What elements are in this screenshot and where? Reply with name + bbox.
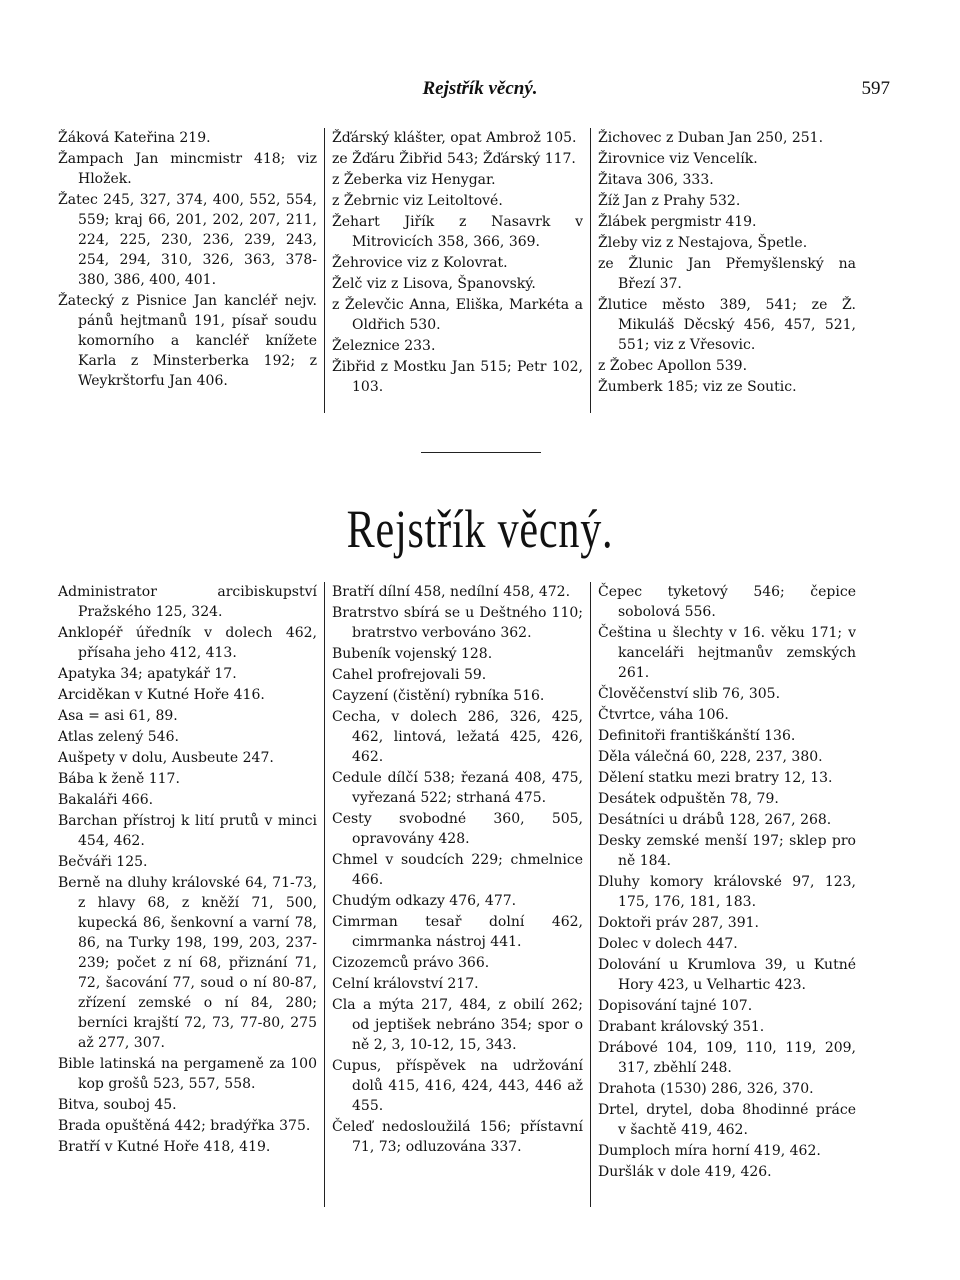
- index-entry: Žehart Jiřík z Nasavrk v Mitrovicích 358, 366, 369.: [332, 214, 583, 250]
- index-entry: Žichovec z Duban Jan 250, 251.: [598, 130, 824, 146]
- index-entry: Apatyka 34; apatykář 17.: [58, 666, 237, 682]
- index-entry: Drahota (1530) 286, 326, 370.: [598, 1081, 814, 1097]
- index-entry: Žlábek pergmistr 419.: [598, 214, 757, 230]
- index-column-2: [324, 582, 590, 1207]
- index-column-3: [590, 128, 856, 413]
- index-entry: Dolování u Krumlova 39, u Kutné Hory 423, u Velhartic 423.: [598, 957, 856, 993]
- index-entry: Atlas zelený 546.: [58, 729, 179, 745]
- index-entry: Dumploch míra horní 419, 462.: [598, 1143, 821, 1159]
- index-entry: Cla a mýta 217, 484, z obilí 262; od jeptišek nebráno 354; spor o ně 2, 3, 10-12, 15, 343.: [332, 997, 583, 1053]
- index-entry: Cayzení (čistění) rybníka 516.: [332, 688, 545, 704]
- index-entry: z Žebrnic viz Leitoltové.: [332, 193, 503, 209]
- index-entry: ze Žďáru Žibřid 543; Žďárský 117.: [332, 151, 576, 167]
- section-divider: [421, 452, 541, 453]
- index-entry: Chudým odkazy 476, 477.: [332, 893, 517, 909]
- index-entry: Dělení statku mezi bratry 12, 13.: [598, 770, 833, 786]
- index-entry: z Želevčic Anna, Eliška, Markéta a Oldřich 530.: [332, 297, 583, 333]
- index-column-3: [590, 582, 856, 1207]
- index-entry: Bubeník vojenský 128.: [332, 646, 493, 662]
- index-entry: Žampach Jan mincmistr 418; viz Hložek.: [58, 151, 317, 187]
- index-entry: Žíž Jan z Prahy 532.: [598, 193, 741, 209]
- index-entry: Bible latinská na pergameně za 100 kop grošů 523, 557, 558.: [58, 1056, 317, 1092]
- index-entry: Žumberk 185; viz ze Soutic.: [598, 379, 797, 395]
- index-entry: Bitva, souboj 45.: [58, 1097, 177, 1113]
- index-entry: Drábové 104, 109, 110, 119, 209, 317, zběhlí 248.: [598, 1040, 856, 1076]
- index-entry: Žirovnice viz Vencelík.: [598, 151, 758, 167]
- index-entry: Čeleď nedosloužilá 156; přístavní 71, 73; odluzována 337.: [332, 1119, 583, 1155]
- index-column-1: [58, 582, 324, 1207]
- index-entry: Děla válečná 60, 228, 237, 380.: [598, 749, 823, 765]
- index-entry: z Žeberka viz Henygar.: [332, 172, 496, 188]
- index-section-subjects: [58, 582, 892, 1207]
- index-entry: Brada opuštěná 442; bradýřka 375.: [58, 1118, 311, 1134]
- index-entry: Bečváři 125.: [58, 854, 148, 870]
- index-entry: Cupus, příspěvek na udržování dolů 415, 416, 424, 443, 446 až 455.: [332, 1058, 583, 1114]
- index-entry: Bába k ženě 117.: [58, 771, 180, 787]
- index-entry: Bratří dílní 458, nedílní 458, 472.: [332, 584, 571, 600]
- index-entry: Žitava 306, 333.: [598, 172, 714, 188]
- index-entry: Cesty svobodné 360, 505, opravovány 428.: [332, 811, 583, 847]
- index-entry: Duršlák v dole 419, 426.: [598, 1164, 772, 1180]
- index-entry: Člověčenství slib 76, 305.: [598, 686, 781, 702]
- index-entry: Chmel v soudcích 229; chmelnice 466.: [332, 852, 583, 888]
- index-entry: Čtvrtce, váha 106.: [598, 707, 729, 723]
- index-entry: Bratří v Kutné Hoře 418, 419.: [58, 1139, 271, 1155]
- index-entry: ze Žlunic Jan Přemyšlenský na Březí 37.: [598, 256, 856, 292]
- section-title: Rejstřík věcný.: [346, 499, 614, 559]
- index-entry: Celní království 217.: [332, 976, 479, 992]
- index-entry: Arciděkan v Kutné Hoře 416.: [58, 687, 265, 703]
- index-entry: Čeština u šlechty v 16. věku 171; v kanceláři hejtmanův zemských 261.: [598, 625, 856, 681]
- index-entry: Berně na dluhy královské 64, 71-73, z hlavy 68, z kněží 71, 500, kupecká 86, šenkovní a varní 78, 86, na Turky 198, 199, 203, 237-239; počet z ní 68, přiznání 71, 72, šacování 77, soud o ní 80-87, zřízení zemské o ní 84, 280; berníci krajští 72, 73, 77-80, 275 až 277, 307.: [58, 875, 317, 1051]
- index-entry: Dolec v dolech 447.: [598, 936, 738, 952]
- index-entry: Desátek odpuštěn 78, 79.: [598, 791, 779, 807]
- index-entry: z Žobec Apollon 539.: [598, 358, 748, 374]
- index-entry: Asa = asi 61, 89.: [58, 708, 178, 724]
- index-entry: Drabant královský 351.: [598, 1019, 765, 1035]
- index-column-1: [58, 128, 324, 413]
- index-entry: Cahel profrejovali 59.: [332, 667, 487, 683]
- index-entry: Cedule dílčí 538; řezaná 408, 475, vyřezaná 522; strhaná 475.: [332, 770, 583, 806]
- index-entry: Definitoři františkánští 136.: [598, 728, 796, 744]
- index-section-persons: [58, 128, 892, 413]
- index-entry: Cizozemců právo 366.: [332, 955, 490, 971]
- index-entry: Žleby viz z Nestajova, Špetle.: [598, 235, 808, 251]
- index-entry: Anklopéř úředník v dolech 462, přísaha jeho 412, 413.: [58, 625, 317, 661]
- index-entry: Žďárský klášter, opat Ambrož 105.: [332, 130, 577, 146]
- index-entry: Žibřid z Mostku Jan 515; Petr 102, 103.: [332, 359, 583, 395]
- index-entry: Bakaláři 466.: [58, 792, 154, 808]
- index-entry: Cecha, v dolech 286, 326, 425, 462, lintová, ležatá 425, 426, 462.: [332, 709, 583, 765]
- index-entry: Železnice 233.: [332, 338, 436, 354]
- index-entry: Doktoři práv 287, 391.: [598, 915, 759, 931]
- index-entry: Žehrovice viz z Kolovrat.: [332, 255, 508, 271]
- index-entry: Čepec tyketový 546; čepice sobolová 556.: [598, 584, 856, 620]
- index-entry: Cimrman tesař dolní 462, cimrmanka nástroj 441.: [332, 914, 583, 950]
- index-entry: Administrator arcibiskupství Pražského 125, 324.: [58, 584, 317, 620]
- running-header-title: Rejstřík věcný.: [422, 78, 538, 99]
- index-entry: Želč viz z Lisova, Španovský.: [332, 276, 536, 292]
- index-entry: Dopisování tajné 107.: [598, 998, 753, 1014]
- index-entry: Aušpety v dolu, Ausbeute 247.: [58, 750, 274, 766]
- index-entry: Desky zemské menší 197; sklep pro ně 184.: [598, 833, 856, 869]
- index-entry: Žatecký z Pisnice Jan kancléř nejv. pánů hejtmanů 191, písař soudu komorního a kancléř knížete Karla z Minsterberka 192; z Weykrštorfu Jan 406.: [58, 293, 317, 389]
- index-entry: Bratrstvo sbírá se u Deštného 110; bratrstvo verbováno 362.: [332, 605, 583, 641]
- index-entry: Žlutice město 389, 541; ze Ž. Mikuláš Děcský 456, 457, 521, 551; viz z Vřesovic.: [598, 297, 856, 353]
- index-entry: Dluhy komory královské 97, 123, 175, 176, 181, 183.: [598, 874, 856, 910]
- index-entry: Žatec 245, 327, 374, 400, 552, 554, 559; kraj 66, 201, 202, 207, 211, 224, 225, 230, 236, 239, 243, 254, 294, 310, 326, 363, 378-380, 386, 400, 401.: [58, 192, 317, 288]
- index-entry: Žáková Kateřina 219.: [58, 130, 211, 146]
- index-entry: Desátníci u drábů 128, 267, 268.: [598, 812, 832, 828]
- index-entry: Drtel, drytel, doba 8hodinné práce v šachtě 419, 462.: [598, 1102, 856, 1138]
- page-number: 597: [861, 78, 890, 99]
- index-entry: Barchan přístroj k lití prutů v minci 454, 462.: [58, 813, 317, 849]
- index-column-2: [324, 128, 590, 413]
